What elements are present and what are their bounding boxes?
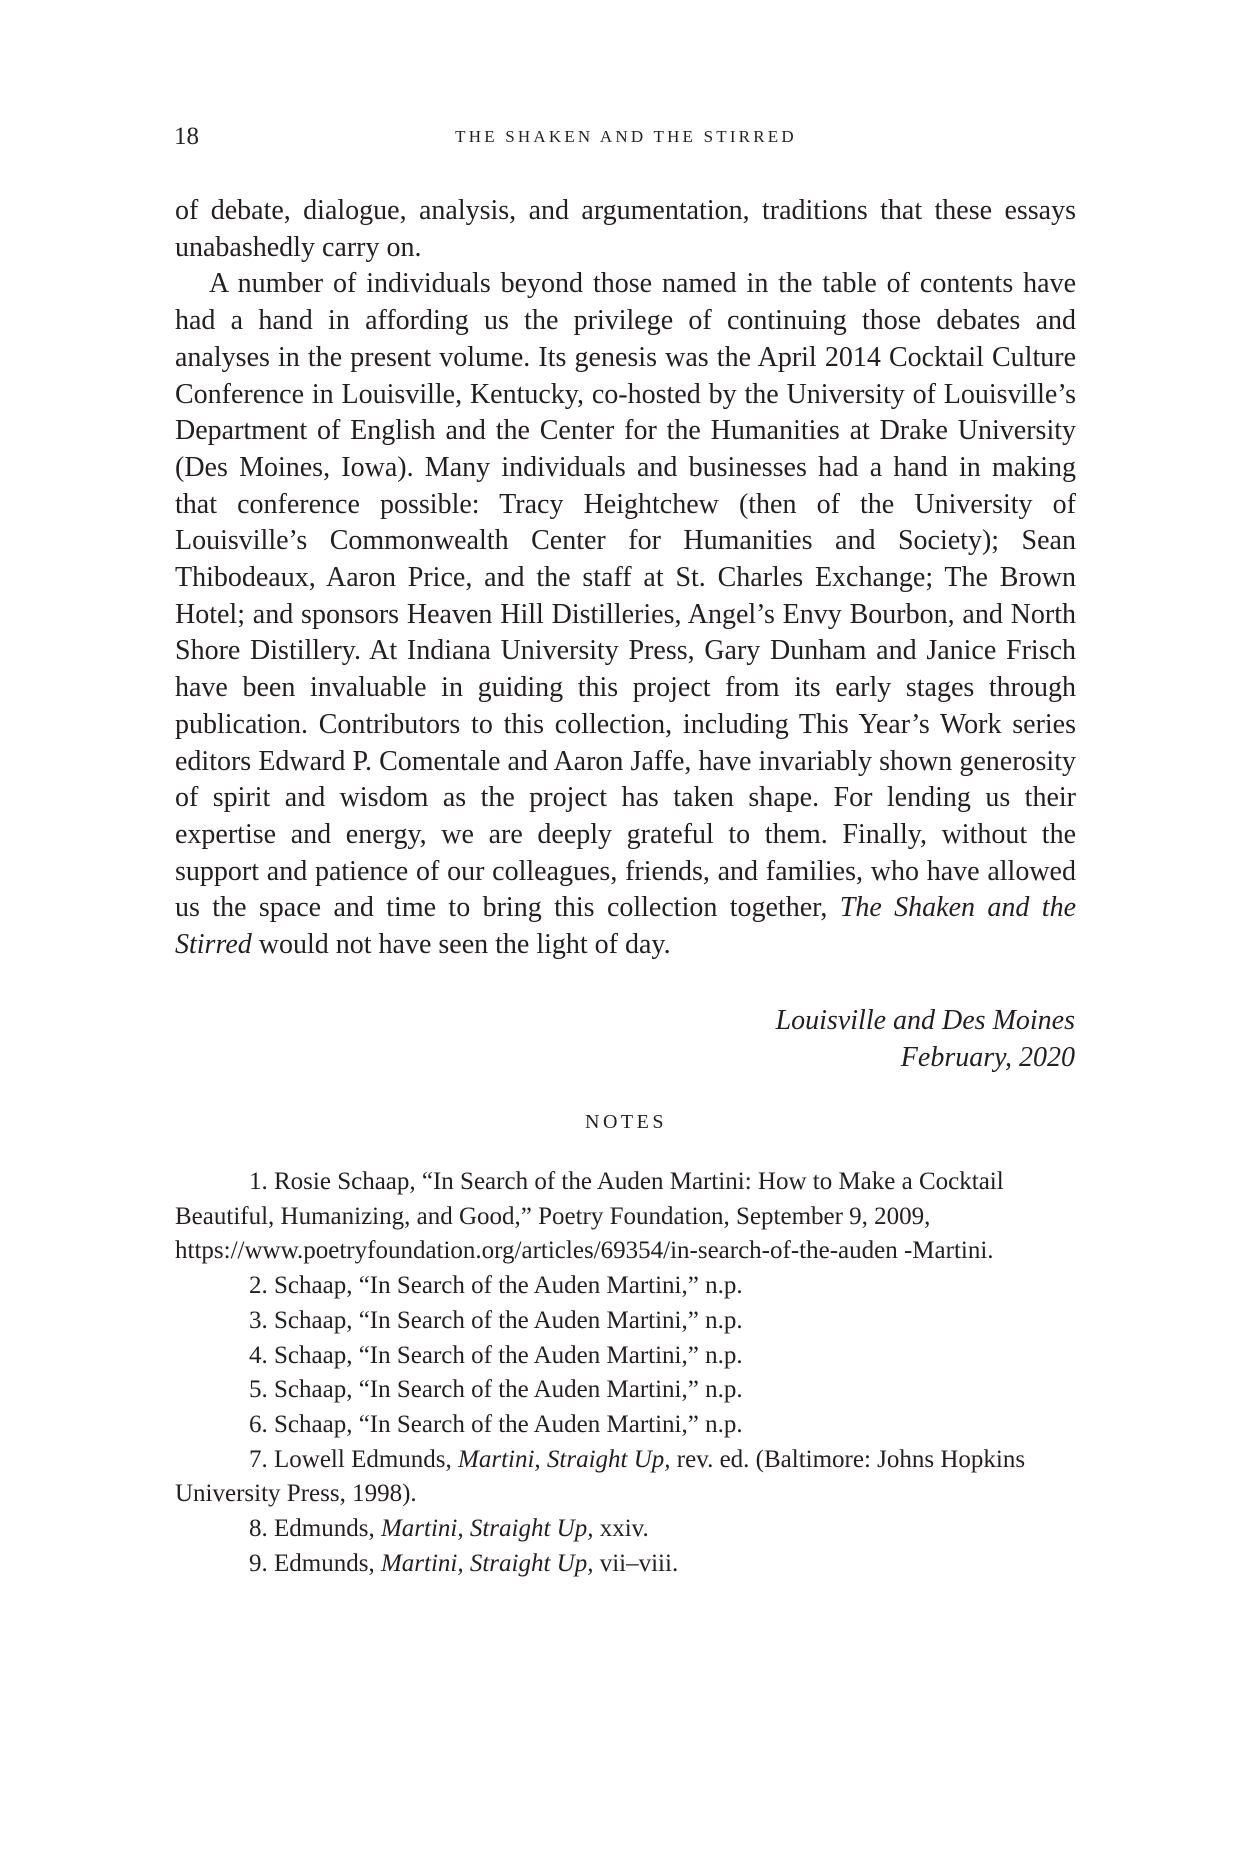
paragraph: of debate, dialogue, analysis, and argumentation, traditions that these essays unabashedly carry on. [175,195,1076,263]
running-head: THE SHAKEN AND THE STIRRED [455,127,797,146]
body-text [175,193,1076,964]
page-number: 18 [174,123,199,150]
note-number: 4. [249,1341,268,1369]
book-title: The Shaken and the Stirred [175,892,1077,961]
signoff-date: February, 2020 [900,1042,1075,1073]
note-number: 6. [249,1410,268,1438]
note-number: 5. [249,1376,268,1404]
note-number: 9. [249,1549,268,1577]
signoff [776,1002,1075,1076]
note-text: Edmunds, [274,1515,381,1543]
note-text: Lowell Edmunds, [274,1445,459,1473]
paragraph-text: A number of individuals beyond those named in the table of contents have had a hand in affording us the privilege of continuing those debates and analyses in the present volume. Its genesis was the April 2014 Cocktail Culture Conference in Louisville, Kentucky, co-hosted by the University of Louisville’s Department of English and the Center for the Humanities at Drake University (Des Moines, Iowa). Many individuals and businesses had a hand in making that conference possible: Tracy Heightchew (then of the University of Louisville’s Commonwealth Center for Humanities and Society); Sean Thibodeaux, Aaron Price, and the staff at St. Charles Exchange; The Brown Hotel; and sponsors Heaven Hill Distilleries, Angel’s Envy Bourbon, and North Shore Distillery. At Indiana University Press, Gary Dunham and Janice Frisch have been invaluable in guiding this project from its early stages through publication. Contributors to this collection, including This Year’s Work series editors Edward P. Comentale and Aaron Jaffe, have invariably shown generosity of spirit and wisdom as the project has taken shape. For lending us their expertise and energy, we are deeply grateful to them. Finally, without the support and patience of our colleagues, friends, and families, who have allowed us the space and time to bring this collection together, [175,268,1076,924]
note-text: Schaap, “In Search of the Auden Martini,” n.p. [274,1341,743,1369]
note-text: rev. ed. (Baltimore: Johns Hopkins University Press, 1998). [175,1445,1026,1508]
paragraph [175,266,1076,963]
signoff-place: Louisville and Des Moines [775,1005,1075,1036]
note-item [175,1547,1080,1582]
note-item [175,1408,1080,1443]
note-item [175,1165,1080,1269]
book-title: Martini, Straight Up, [380,1515,594,1543]
note-text: Schaap, “In Search of the Auden Martini,” n.p. [274,1306,743,1334]
note-number: 7. [249,1445,268,1473]
paragraph-text: would not have seen the light of day. [251,929,671,961]
note-item [175,1339,1080,1374]
note-text: Schaap, “In Search of the Auden Martini,” n.p. [274,1272,743,1300]
note-item [175,1304,1080,1339]
note-text: Schaap, “In Search of the Auden Martini,” n.p. [274,1410,743,1438]
note-item [175,1269,1080,1304]
note-text: xxiv. [593,1515,649,1543]
note-text: Edmunds, [274,1549,381,1577]
note-number: 2. [249,1272,268,1300]
note-item [175,1443,1080,1512]
note-number: 1. [249,1168,268,1195]
note-item [175,1373,1080,1408]
notes-heading: NOTES [585,1111,667,1133]
note-number: 3. [249,1306,268,1334]
book-title: Martini, Straight Up, [458,1445,671,1473]
note-item [175,1512,1080,1547]
notes-list [175,1165,1080,1581]
note-text: Schaap, “In Search of the Auden Martini,” n.p. [274,1376,743,1404]
note-text: vii–viii. [593,1549,679,1577]
note-text: Rosie Schaap, “In Search of the Auden Martini: How to Make a Cocktail Beautiful, Humanizing, and Good,” Poetry Foundation, September 9, 2009, https://www.poetryfoundation.org/articles/69354/in-search-of-the-auden -Martini. [175,1168,1004,1265]
book-title: Martini, Straight Up, [380,1549,594,1577]
note-number: 8. [249,1515,268,1543]
